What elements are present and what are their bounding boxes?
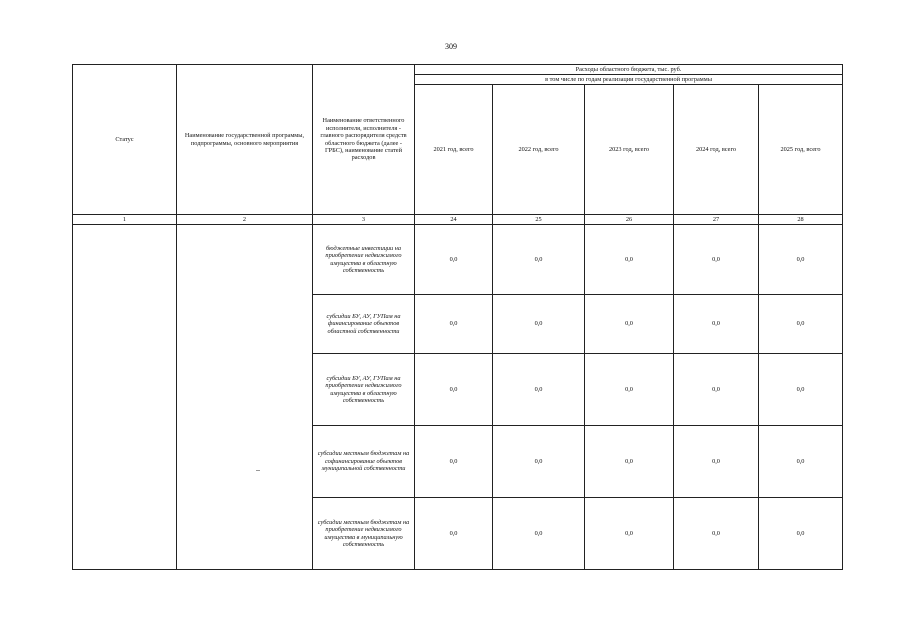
value-2023: 0,0 (585, 426, 674, 498)
header-years-subgroup: в том числе по годам реализации государственной программы (415, 75, 843, 85)
header-program-name: Наименование государственной программы, подпрограммы, основного мероприятия (177, 65, 313, 215)
column-number-row (73, 215, 843, 225)
value-2023: 0,0 (585, 354, 674, 426)
value-2025: 0,0 (759, 426, 843, 498)
value-2024: 0,0 (674, 354, 759, 426)
expense-item: субсидии местным бюджетам на приобретение недвижимого имущества в муниципальную собственность (313, 498, 415, 570)
status-cell (73, 225, 177, 570)
value-2025: 0,0 (759, 225, 843, 295)
value-2021: 0,0 (415, 426, 493, 498)
header-year-2023: 2023 год, всего (585, 85, 674, 215)
column-number: 28 (759, 215, 843, 225)
value-2021: 0,0 (415, 498, 493, 570)
value-2021: 0,0 (415, 354, 493, 426)
value-2021: 0,0 (415, 295, 493, 354)
header-budget-group: Расходы областного бюджета, тыс. руб. (415, 65, 843, 75)
value-2023: 0,0 (585, 295, 674, 354)
value-2022: 0,0 (493, 354, 585, 426)
column-number: 3 (313, 215, 415, 225)
scan-artifact (256, 470, 260, 471)
header-year-2022: 2022 год, всего (493, 85, 585, 215)
column-number: 1 (73, 215, 177, 225)
header-status: Статус (73, 65, 177, 215)
value-2023: 0,0 (585, 498, 674, 570)
expense-item: субсидии местным бюджетам на софинансирование объектов муниципальной собственности (313, 426, 415, 498)
expense-item: субсидии БУ, АУ, ГУПам на приобретение недвижимого имущества в областную собственность (313, 354, 415, 426)
value-2022: 0,0 (493, 498, 585, 570)
page-number: 309 (445, 42, 457, 51)
value-2022: 0,0 (493, 225, 585, 295)
column-number: 25 (493, 215, 585, 225)
expense-item: бюджетные инвестиции на приобретение недвижимого имущества в областную собственность (313, 225, 415, 295)
value-2021: 0,0 (415, 225, 493, 295)
value-2024: 0,0 (674, 426, 759, 498)
value-2023: 0,0 (585, 225, 674, 295)
budget-table-wrapper (72, 64, 842, 570)
column-number: 24 (415, 215, 493, 225)
value-2024: 0,0 (674, 295, 759, 354)
column-number: 27 (674, 215, 759, 225)
header-year-2021: 2021 год, всего (415, 85, 493, 215)
value-2024: 0,0 (674, 498, 759, 570)
header-year-2024: 2024 год, всего (674, 85, 759, 215)
value-2025: 0,0 (759, 354, 843, 426)
value-2022: 0,0 (493, 295, 585, 354)
program-cell (177, 225, 313, 570)
table-row (73, 225, 843, 295)
value-2025: 0,0 (759, 498, 843, 570)
value-2024: 0,0 (674, 225, 759, 295)
column-number: 2 (177, 215, 313, 225)
value-2025: 0,0 (759, 295, 843, 354)
expense-item: субсидии БУ, АУ, ГУПам на финансирование объектов областной собственности (313, 295, 415, 354)
column-number: 26 (585, 215, 674, 225)
header-year-2025: 2025 год, всего (759, 85, 843, 215)
value-2022: 0,0 (493, 426, 585, 498)
header-executor: Наименование ответственного исполнителя, исполнителя - главного распорядителя средств областного бюджета (далее - ГРБС), наименование статей расходов (313, 65, 415, 215)
budget-table (72, 64, 843, 570)
